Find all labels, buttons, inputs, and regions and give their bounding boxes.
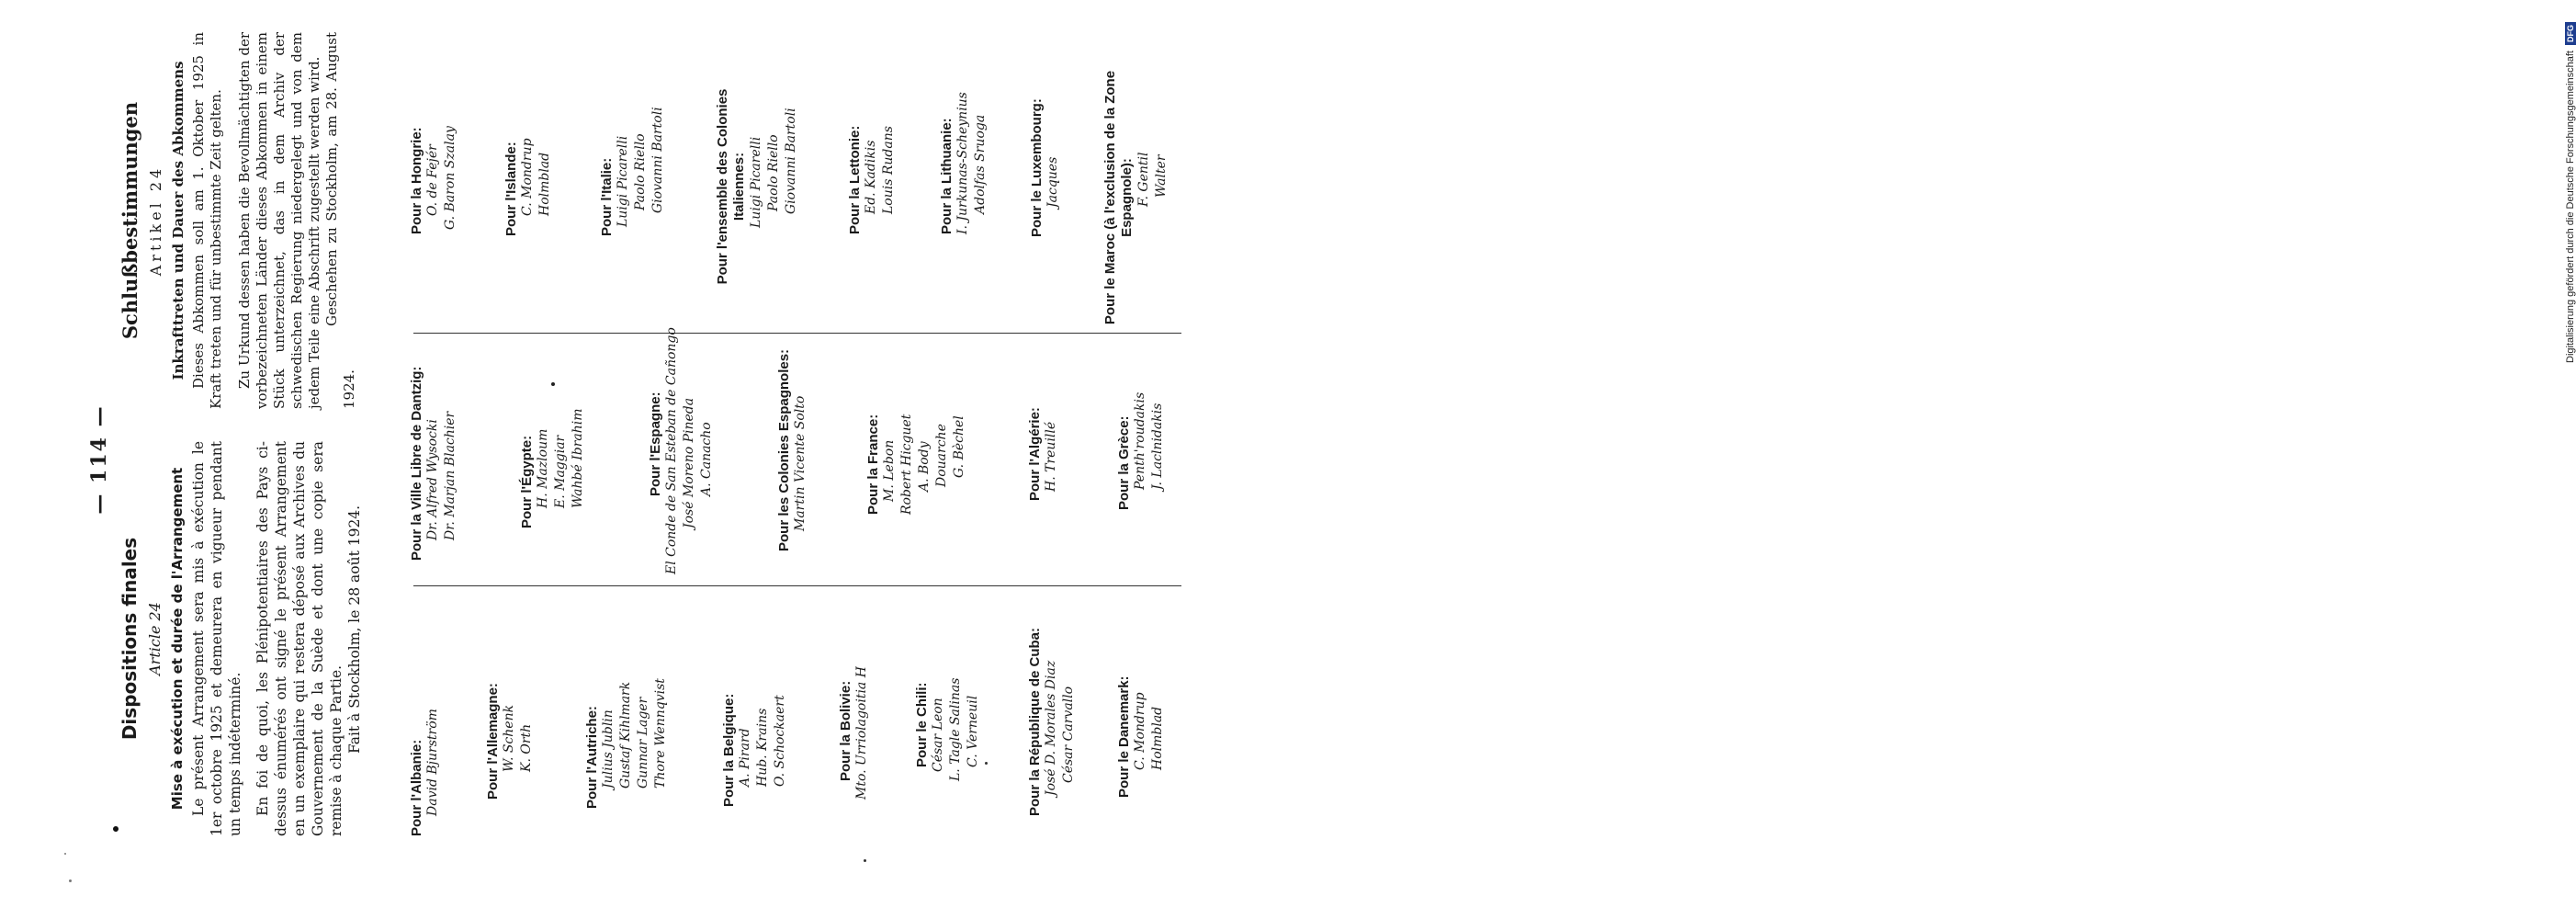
page-number: — 114 — — [87, 404, 111, 515]
signatory-name: Dr. Marjan Blachier — [443, 411, 458, 540]
signatory-name: Paolo Riello — [766, 134, 781, 211]
dfg-logo: DFG — [2565, 22, 2576, 45]
signatory-name: Julius Jublin — [601, 709, 616, 789]
signatory-name: Luigi Picarelli — [749, 136, 763, 228]
signature-lettonie — [847, 126, 898, 234]
german-para2: Zu Urkund dessen haben die Bevollmächtigten der vorbezeichneten Länder dieses Abkommen in einem Stück unterzeichnet, das in dem Archiv der schwedischen Regierung niedergelegt und von dem jedem Teile eine Abschrift zugestellt werden wird. — [236, 32, 322, 409]
country-label: Pour le Maroc (à l'exclusion de la Zone Espagnole): — [1102, 70, 1135, 325]
german-done: Geschehen zu Stockholm, am 28. August 1924. — [323, 32, 357, 409]
signatory-name: César Carvallo — [1061, 686, 1076, 783]
french-heading: Mise à exécution et durée de l'Arrangement — [169, 467, 186, 811]
country-label: Pour l'Autriche: — [584, 706, 600, 809]
signature-egypte — [519, 408, 587, 528]
signature-italie — [599, 107, 667, 236]
signature-autriche — [584, 678, 670, 809]
signatory-name: K. Orth — [519, 723, 534, 772]
scan-speck — [113, 826, 119, 832]
country-label: Pour l'Égypte: — [519, 435, 535, 528]
country-label: Pour l'Allemagne: — [485, 683, 501, 800]
signatory-name: Mto. Urriolagoitia H — [854, 666, 869, 800]
french-para1: Le présent Arrangement sera mis à exécution le 1er octobre 1925 et demeurera en vigueur pendant un temps indéterminé. — [190, 441, 243, 836]
signature-colonies-espagnoles — [776, 349, 809, 551]
country-label: Pour la Ville Libre de Dantzig: — [409, 366, 424, 561]
signatory-name: H. Mazloum — [536, 428, 550, 508]
signatory-name: H. Treuillé — [1044, 421, 1058, 492]
signatory-name: David Bjurström — [425, 709, 440, 816]
country-label: Pour l'Italie: — [599, 157, 615, 236]
french-article: Article 24 — [146, 602, 164, 675]
signatory-name: Holmblad — [1150, 706, 1165, 770]
german-para1: Dieses Abkommen soll am 1. Oktober 1925 in Kraft treten und für unbestimmte Zeit gelten. — [190, 32, 224, 409]
country-label: Pour le Luxembourg: — [1029, 98, 1045, 237]
french-section — [115, 441, 364, 836]
french-para2: En foi de quoi, les Plénipotentiaires des Pays ci-dessus énumérés ont signé le présent Arrangement en un exemplaire qui restera déposé aux Archives du Gouvernement de la Suède et dont une copie sera remise à chaque Partie. — [254, 441, 345, 836]
signatory-name: W. Schenk — [502, 704, 516, 772]
country-label: Pour la France: — [865, 414, 881, 515]
signature-belgique — [721, 694, 789, 807]
signatory-name: José D. Morales Diaz — [1044, 660, 1058, 796]
country-label: Pour l'Albanie: — [409, 739, 424, 836]
scan-speck — [551, 382, 555, 386]
signatory-name: Penth'roudakis — [1133, 391, 1147, 490]
signatory-name: Gunnar Lager — [636, 697, 650, 789]
signature-lithuanie — [939, 92, 989, 234]
scan-speck — [985, 762, 988, 765]
signatory-name: Walter — [1154, 154, 1169, 198]
signatory-name: Paolo Riello — [633, 133, 648, 210]
signatory-name: El Conde de San Esteban de Cañongo — [664, 327, 679, 574]
signature-danemark — [1116, 675, 1167, 798]
signature-hongrie — [409, 126, 459, 234]
signatory-name: M. Lebon — [882, 439, 897, 502]
scan-speck — [69, 879, 72, 882]
country-label: Pour l'Espagne: — [648, 391, 663, 496]
country-label: Pour le Chili: — [914, 682, 930, 767]
signatory-name: Luigi Picarelli — [616, 135, 630, 227]
signatory-name: J. Laclnidakis — [1150, 403, 1165, 490]
country-label: Pour la Grèce: — [1116, 415, 1132, 510]
signatory-name: C. Verneuil — [966, 695, 980, 767]
signatory-name: César Leon — [931, 698, 945, 772]
signature-grece — [1116, 392, 1167, 510]
signatory-name: O. de Fejér — [425, 144, 440, 216]
signature-islande — [503, 138, 554, 236]
country-label: Pour l'Algérie: — [1027, 407, 1043, 501]
digitization-credit — [2565, 22, 2576, 363]
country-label: Pour le Danemark: — [1116, 675, 1132, 798]
signatory-name: L. Tagle Salinas — [948, 677, 963, 781]
signatory-name: O. Schockaert — [773, 695, 787, 787]
signatory-name: Douarche — [934, 424, 949, 487]
german-title: Schlußbestimmungen — [119, 101, 141, 340]
signature-france — [865, 414, 968, 515]
country-label: Pour les Colonies Espagnoles: — [776, 348, 792, 551]
signatory-name: C. Mondrup — [520, 138, 535, 216]
signatory-name: Giovanni Bartoli — [784, 108, 798, 214]
signatory-name: Wahbé Ibrahim — [571, 408, 585, 508]
signatory-name: G. Bèchel — [952, 415, 966, 478]
signatory-name: Martin Vicente Solto — [793, 395, 808, 531]
signatory-name: Dr. Alfred Wysocki — [425, 419, 440, 540]
signatory-name: Ed. Kadikis — [864, 140, 878, 214]
signatory-name: Robert Hicguet — [899, 414, 914, 515]
signature-cuba — [1027, 628, 1078, 816]
signatory-name: F. Gentil — [1136, 152, 1151, 207]
signatory-name: José Moreno Pineda — [682, 397, 696, 528]
country-label: Pour la Bolivie: — [838, 680, 853, 781]
country-label: Pour la République de Cuba: — [1027, 627, 1043, 816]
signature-dantzig — [409, 367, 459, 561]
country-label: Pour l'Islande: — [503, 142, 519, 236]
signature-bolivie — [838, 666, 871, 800]
signatory-name: Jacques — [1045, 156, 1060, 208]
signatory-name: Giovanni Bartoli — [650, 107, 665, 213]
signatory-name: Holmblad — [537, 152, 552, 216]
signature-chili — [914, 677, 982, 781]
signatory-name: E. Maggiar — [553, 435, 568, 508]
signature-colonies-italiennes — [715, 72, 800, 301]
signatory-name: Thore Wennqvist — [653, 678, 668, 789]
signatory-name: Adolfas Sruoga — [973, 114, 988, 214]
signatory-name: Gustaf Kihlmark — [618, 681, 633, 789]
signatory-name: A. Pirard — [738, 728, 752, 787]
scan-speck — [864, 859, 866, 862]
country-label: Pour la Belgique: — [721, 693, 737, 807]
signatory-name: Hub. Krains — [755, 708, 770, 787]
signatory-name: Louis Rudans — [881, 126, 896, 214]
signatory-name: G. Baron Szalay — [443, 126, 458, 230]
scan-speck — [64, 853, 66, 855]
country-label: Pour la Lithuanie: — [939, 118, 955, 234]
country-label: Pour la Lettonie: — [847, 125, 863, 234]
signature-luxembourg — [1029, 98, 1062, 237]
signatory-name: C. Mondrup — [1133, 692, 1147, 770]
credit-text: Digitalisierung gefördert durch die Deutsche Forschungsgemeinschaft — [2565, 51, 2576, 363]
german-heading: Inkrafttreten und Dauer des Abkommens — [170, 61, 186, 380]
signature-maroc — [1102, 60, 1170, 335]
signatory-name: A. Body — [917, 441, 932, 492]
separator-line-left — [413, 585, 1181, 586]
country-label: Pour la Hongrie: — [409, 127, 424, 234]
german-article: Artikel 24 — [147, 165, 164, 277]
separator-line-right — [413, 333, 1181, 334]
signature-albanie — [409, 709, 442, 836]
french-title: Dispositions finales — [119, 537, 141, 741]
french-done: Fait à Stockholm, le 28 août 1924. — [346, 505, 363, 754]
country-label: Pour l'ensemble des Colonies Italiennes: — [715, 88, 747, 285]
signatory-name: A. Canacho — [699, 422, 714, 496]
signature-espagne — [648, 327, 716, 574]
rotated-page — [0, 0, 1286, 919]
signatory-name: I. Jurkunas-Scheynius — [955, 92, 970, 234]
signature-allemagne — [485, 683, 536, 800]
digitization-sidebar — [1251, 0, 2576, 919]
signature-algerie — [1027, 407, 1060, 501]
german-section — [115, 32, 358, 409]
